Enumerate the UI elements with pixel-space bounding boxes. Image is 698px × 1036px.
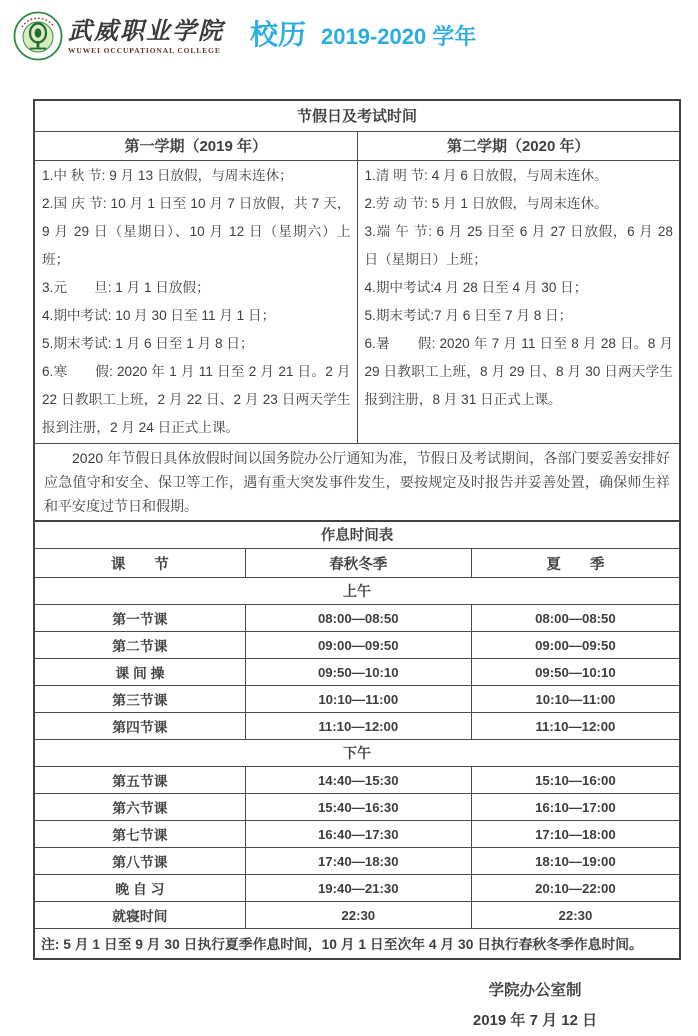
holiday-item-final-exam-s2: 5.期末考试:7 月 6 日至 7 月 8 日； — [364, 307, 573, 323]
college-name-block — [68, 15, 224, 55]
time-cell: 17:10—18:00 — [471, 821, 680, 848]
period-cell: 第四节课 — [34, 713, 245, 740]
schedule-row-exercise-break — [34, 659, 680, 686]
period-cell: 第八节课 — [34, 848, 245, 875]
semester1-items-cell — [34, 160, 357, 443]
holiday-item-qingming: 1.清 明 节: 4 月 6 日放假，与周末连休。 — [364, 167, 608, 183]
college-name-cn: 武威职业学院 — [68, 15, 224, 45]
period-cell: 课 间 操 — [34, 659, 245, 686]
page-title: 校历 — [250, 19, 307, 50]
holiday-item-midterm-exam-s2: 4.期中考试:4 月 28 日至 4 月 30 日； — [364, 279, 588, 295]
daily-schedule-table — [33, 520, 681, 960]
holiday-note: 2020 年节假日具体放假时间以国务院办公厅通知为准，节假日及考试期间，各部门要妥善安排好应急值守和安全、保卫等工作，遇有重大突发事件发生，要按规定及时报告并妥善处置，确保师生祥和平安度过节日和假期。 — [34, 443, 680, 521]
document-title-block — [250, 13, 476, 53]
schedule-note: 注: 5 月 1 日至 9 月 30 日执行夏季作息时间，10 月 1 日至次年 4 月 30 日执行春秋冬季作息时间。 — [34, 929, 680, 959]
holiday-item-labor-day: 2.劳 动 节: 5 月 1 日放假，与周末连休。 — [364, 195, 608, 211]
holiday-item-dragon-boat: 3.端 午 节: 6 月 25 日至 6 月 27 日放假，6 月 28 日（星期日）上班； — [364, 223, 673, 267]
schedule-title-row — [34, 521, 680, 549]
time-cell: 08:00—08:50 — [471, 605, 680, 632]
schedule-row-bedtime — [34, 902, 680, 929]
time-cell: 10:10—11:00 — [245, 686, 471, 713]
time-cell: 09:50—10:10 — [245, 659, 471, 686]
schedule-row-period5 — [34, 767, 680, 794]
schedule-row-period7 — [34, 821, 680, 848]
holiday-item-new-year: 3.元 旦: 1 月 1 日放假； — [42, 279, 210, 295]
page-footer — [420, 976, 650, 1036]
holiday-exam-table — [33, 99, 681, 522]
period-cell: 第五节课 — [34, 767, 245, 794]
period-cell: 就寝时间 — [34, 902, 245, 929]
time-cell: 17:40—18:30 — [245, 848, 471, 875]
holiday-title-row — [34, 100, 680, 131]
holiday-item-final-exam-s1: 5.期末考试: 1 月 6 日至 1 月 8 日； — [42, 335, 254, 351]
schedule-row-period4 — [34, 713, 680, 740]
semester-content-row — [34, 160, 680, 443]
time-cell: 14:40—15:30 — [245, 767, 471, 794]
semester2-items-cell — [357, 160, 680, 443]
semester-header-row — [34, 131, 680, 160]
schedule-note-row — [34, 929, 680, 959]
period-cell: 第三节课 — [34, 686, 245, 713]
col-header-period: 课 节 — [34, 549, 245, 578]
academic-year-label: 2019-2020 学年 — [321, 24, 477, 49]
schedule-row-period8 — [34, 848, 680, 875]
time-cell: 19:40—21:30 — [245, 875, 471, 902]
holiday-item-mid-autumn: 1.中 秋 节: 9 月 13 日放假，与周末连休； — [42, 167, 293, 183]
college-name-en: WUWEI OCCUPATIONAL COLLEGE — [68, 45, 221, 55]
issuer-label: 学院办公室制 — [488, 981, 582, 999]
time-cell: 20:10—22:00 — [471, 875, 680, 902]
issue-date: 2019 年 7 月 12 日 — [472, 1011, 598, 1029]
schedule-header-row — [34, 549, 680, 578]
schedule-row-period3 — [34, 686, 680, 713]
schedule-row-period2 — [34, 632, 680, 659]
time-cell: 08:00—08:50 — [245, 605, 471, 632]
period-cell: 第六节课 — [34, 794, 245, 821]
morning-label: 上午 — [34, 578, 680, 605]
col-header-spring-autumn-winter: 春秋冬季 — [245, 549, 471, 578]
schedule-row-period1 — [34, 605, 680, 632]
time-cell: 16:10—17:00 — [471, 794, 680, 821]
holiday-item-midterm-exam-s1: 4.期中考试: 10 月 30 日至 11 月 1 日； — [42, 307, 276, 323]
time-cell: 09:00—09:50 — [245, 632, 471, 659]
morning-section-row — [34, 578, 680, 605]
semester2-header: 第二学期（2020 年） — [357, 131, 680, 160]
time-cell: 15:10—16:00 — [471, 767, 680, 794]
col-header-summer: 夏 季 — [471, 549, 680, 578]
holiday-item-winter-vacation: 6.寒 假: 2020 年 1 月 11 日至 2 月 21 日。2 月 22 日教职工上班，2 月 22 日、2 月 23 日两天学生报到注册，2 月 24 日正式上课。 — [42, 363, 351, 435]
college-emblem-icon — [13, 11, 63, 61]
time-cell: 11:10—12:00 — [245, 713, 471, 740]
period-cell: 第二节课 — [34, 632, 245, 659]
page-header — [0, 0, 698, 64]
time-cell: 09:00—09:50 — [471, 632, 680, 659]
schedule-row-evening-study — [34, 875, 680, 902]
holiday-item-national-day: 2.国 庆 节: 10 月 1 日至 10 月 7 日放假，共 7 天，9 月 29 日（星期日）、10 月 12 日（星期六）上班； — [42, 195, 351, 267]
time-cell: 22:30 — [471, 902, 680, 929]
holiday-item-summer-vacation: 6.暑 假: 2020 年 7 月 11 日至 8 月 28 日。8 月 29 日教职工上班，8 月 29 日、8 月 30 日两天学生报到注册，8 月 31 日正式上课。 — [364, 335, 673, 407]
semester1-header: 第一学期（2019 年） — [34, 131, 357, 160]
time-cell: 15:40—16:30 — [245, 794, 471, 821]
time-cell: 16:40—17:30 — [245, 821, 471, 848]
period-cell: 第七节课 — [34, 821, 245, 848]
holiday-note-row — [34, 443, 680, 521]
schedule-table-title: 作息时间表 — [34, 521, 680, 549]
period-cell: 晚 自 习 — [34, 875, 245, 902]
time-cell: 18:10—19:00 — [471, 848, 680, 875]
time-cell: 10:10—11:00 — [471, 686, 680, 713]
holiday-table-title: 节假日及考试时间 — [34, 100, 680, 131]
period-cell: 第一节课 — [34, 605, 245, 632]
afternoon-section-row — [34, 740, 680, 767]
afternoon-label: 下午 — [34, 740, 680, 767]
time-cell: 22:30 — [245, 902, 471, 929]
schedule-row-period6 — [34, 794, 680, 821]
time-cell: 09:50—10:10 — [471, 659, 680, 686]
time-cell: 11:10—12:00 — [471, 713, 680, 740]
